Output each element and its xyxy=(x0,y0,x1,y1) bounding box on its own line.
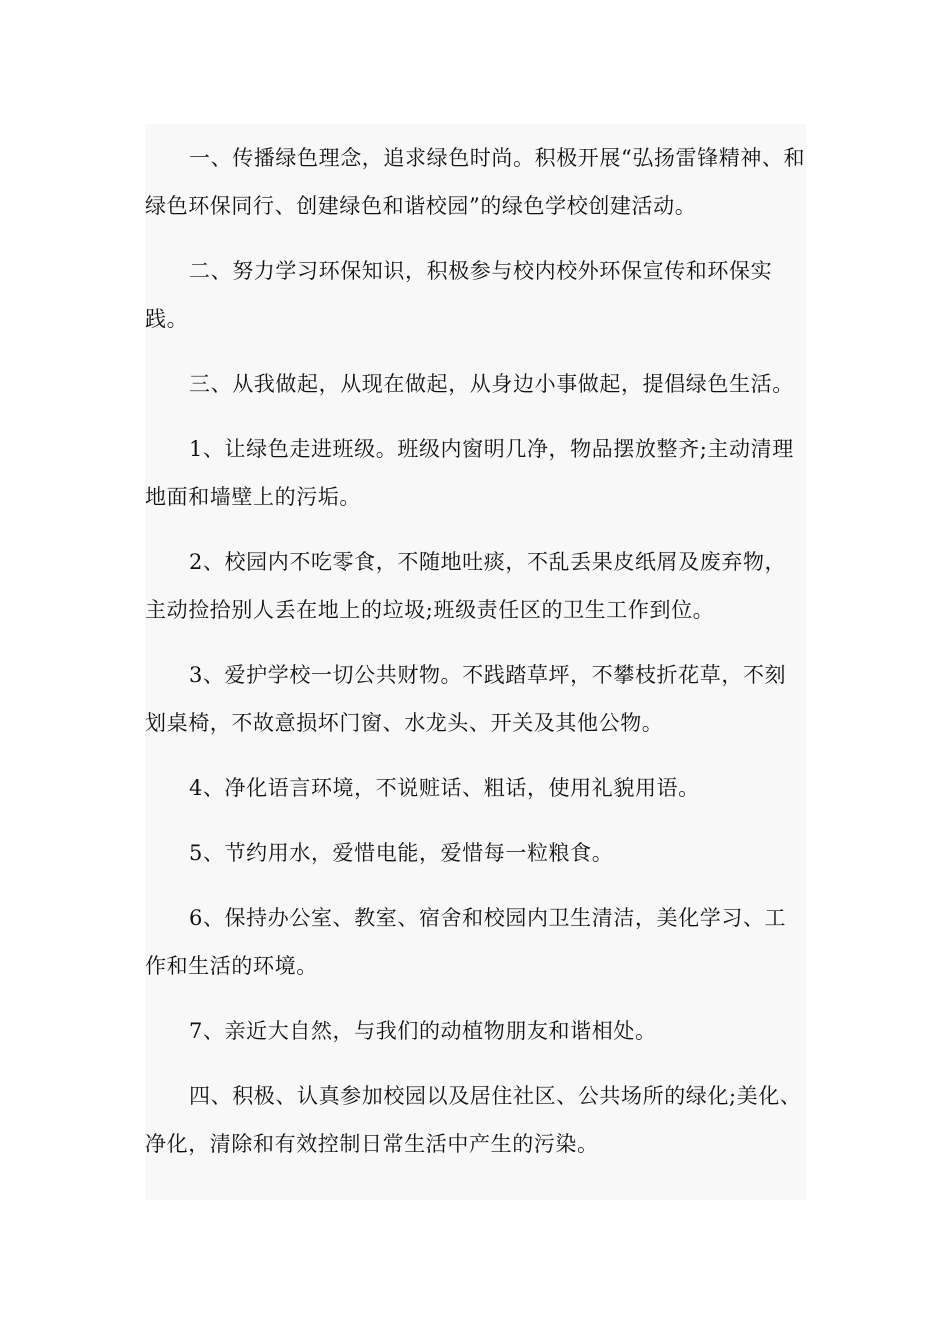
paragraph-10: 7、亲近大自然，与我们的动植物朋友和谐相处。 xyxy=(189,1019,657,1043)
paragraph-7: 4、净化语言环境，不说赃话、粗话，使用礼貌用语。 xyxy=(189,776,700,800)
paragraph-1: 一、传播绿色理念，追求绿色时尚。积极开展“弘扬雷锋精神、和绿色环保同行、创建绿色和谐校园”的绿色学校创建活动。 xyxy=(145,146,806,218)
paragraph-11: 四、积极、认真参加校园以及居住社区、公共场所的绿化;美化、净化，清除和有效控制日常生活中产生的污染。 xyxy=(145,1084,802,1156)
paragraph-5: 2、校园内不吃零食，不随地吐痰，不乱丢果皮纸屑及废弃物，主动捡拾别人丢在地上的垃圾;班级责任区的卫生工作到位。 xyxy=(145,550,787,622)
paragraph-6: 3、爱护学校一切公共财物。不践踏草坪，不攀枝折花草，不刻划桌椅，不故意损坏门窗、水龙头、开关及其他公物。 xyxy=(145,663,787,735)
paragraph-8: 5、节约用水，爱惜电能，爱惜每一粒粮食。 xyxy=(189,841,614,865)
paragraph-2: 二、努力学习环保知识，积极参与校内校外环保宣传和环保实践。 xyxy=(145,259,773,331)
paragraph-4: 1、让绿色走进班级。班级内窗明几净，物品摆放整齐;主动清理地面和墙壁上的污垢。 xyxy=(145,437,794,509)
document-body xyxy=(145,134,806,1185)
paragraph-3: 三、从我做起，从现在做起，从身边小事做起，提倡绿色生活。 xyxy=(189,372,794,396)
paragraph-9: 6、保持办公室、教室、宿舍和校园内卫生清洁，美化学习、工作和生活的环境。 xyxy=(145,906,787,978)
document-page xyxy=(145,124,806,1200)
